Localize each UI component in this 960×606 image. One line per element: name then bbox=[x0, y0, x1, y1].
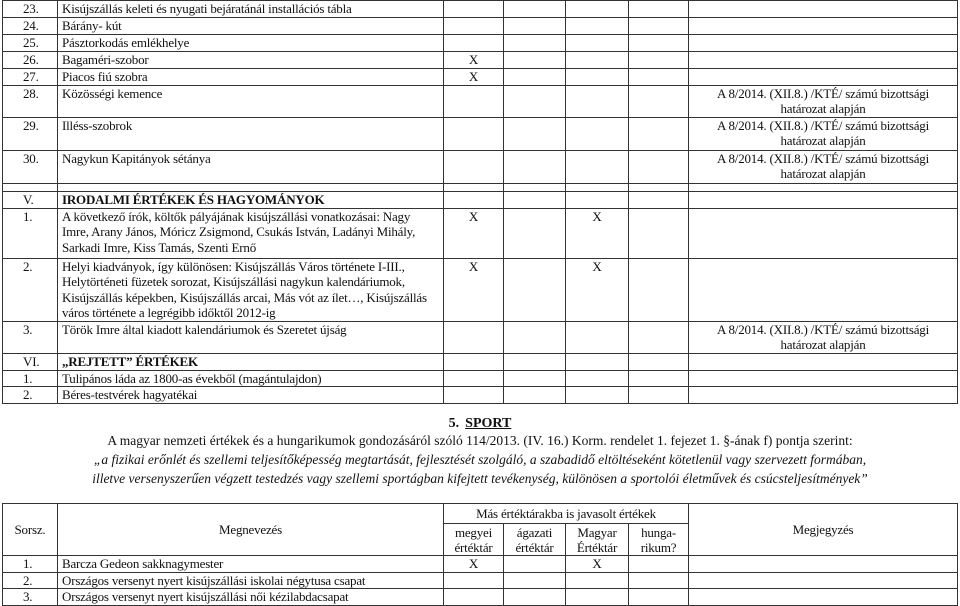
table-row bbox=[3, 191, 958, 208]
col-agazati bbox=[504, 1, 566, 18]
header-agazati: ágazati értéktár bbox=[504, 524, 566, 556]
col-agazati bbox=[504, 258, 566, 321]
col-megyei bbox=[444, 353, 504, 370]
row-number: 1. bbox=[3, 556, 58, 573]
row-number: 24. bbox=[3, 18, 58, 35]
row-note: A 8/2014. (XII.8.) /KTÉ/ számú bizottsági határozat alapján bbox=[689, 321, 958, 353]
col-megyei: X bbox=[444, 556, 504, 573]
col-megyei: X bbox=[444, 208, 504, 258]
col-megyei bbox=[444, 572, 504, 589]
row-note bbox=[689, 387, 958, 404]
row-name: Kisújszállás keleti és nyugati bejáratánál installációs tábla bbox=[58, 1, 444, 18]
col-megyei bbox=[444, 85, 504, 117]
row-note bbox=[689, 353, 958, 370]
row-note bbox=[689, 52, 958, 69]
col-agazati bbox=[504, 370, 566, 387]
row-number: 3. bbox=[3, 321, 58, 353]
col-hungarikum bbox=[629, 69, 689, 86]
col-agazati bbox=[504, 18, 566, 35]
col-hungarikum bbox=[629, 387, 689, 404]
row-note bbox=[689, 1, 958, 18]
col-megyei: X bbox=[444, 258, 504, 321]
row-number: 2. bbox=[3, 258, 58, 321]
col-megyei bbox=[444, 183, 504, 191]
row-name: Nagykun Kapitányok sétánya bbox=[58, 150, 444, 183]
row-note: A 8/2014. (XII.8.) /KTÉ/ számú bizottsági határozat alapján bbox=[689, 150, 958, 183]
col-hungarikum bbox=[629, 321, 689, 353]
col-hungarikum bbox=[629, 150, 689, 183]
col-megyei bbox=[444, 117, 504, 150]
row-note bbox=[689, 69, 958, 86]
row-name: Török Imre által kiadott kalendáriumok és Szeretet újság bbox=[58, 321, 444, 353]
col-hungarikum bbox=[629, 572, 689, 589]
col-magyar bbox=[566, 52, 629, 69]
col-magyar bbox=[566, 183, 629, 191]
row-number: VI. bbox=[3, 353, 58, 370]
row-note bbox=[689, 556, 958, 573]
row-name bbox=[58, 183, 444, 191]
col-magyar bbox=[566, 85, 629, 117]
col-hungarikum bbox=[629, 208, 689, 258]
row-number: V. bbox=[3, 191, 58, 208]
header-hungarikum: hunga-rikum? bbox=[629, 524, 689, 556]
row-note bbox=[689, 572, 958, 589]
col-agazati bbox=[504, 321, 566, 353]
col-magyar bbox=[566, 69, 629, 86]
row-note bbox=[689, 258, 958, 321]
table-row bbox=[3, 1, 958, 18]
sport-values-table bbox=[2, 503, 958, 606]
col-agazati bbox=[504, 150, 566, 183]
row-number: 28. bbox=[3, 85, 58, 117]
col-magyar bbox=[566, 117, 629, 150]
col-hungarikum bbox=[629, 370, 689, 387]
row-name: A következő írók, költők pályájának kisújszállási vonatkozásai: Nagy Imre, Arany János, Móricz Zsigmond, Csukás István, Ladányi Mihály, Sarkadi Imre, Kiss Tamás, Szenti Ernő bbox=[58, 208, 444, 258]
row-number: 30. bbox=[3, 150, 58, 183]
table-row bbox=[3, 370, 958, 387]
table-row bbox=[3, 183, 958, 191]
header-name: Megnevezés bbox=[58, 504, 444, 556]
table-row bbox=[3, 572, 958, 589]
table-row bbox=[3, 150, 958, 183]
table-row bbox=[3, 258, 958, 321]
row-number: 1. bbox=[3, 370, 58, 387]
table-row bbox=[3, 35, 958, 52]
row-number: 26. bbox=[3, 52, 58, 69]
col-agazati bbox=[504, 117, 566, 150]
header-sorsz: Sorsz. bbox=[3, 504, 58, 556]
row-note: A 8/2014. (XII.8.) /KTÉ/ számú bizottsági határozat alapján bbox=[689, 85, 958, 117]
col-megyei bbox=[444, 1, 504, 18]
col-agazati bbox=[504, 52, 566, 69]
row-name: Illéss-szobrok bbox=[58, 117, 444, 150]
row-name: Béres-testvérek hagyatékai bbox=[58, 387, 444, 404]
header-magyar: Magyar Értéktár bbox=[566, 524, 629, 556]
col-hungarikum bbox=[629, 18, 689, 35]
table-row bbox=[3, 18, 958, 35]
col-agazati bbox=[504, 387, 566, 404]
col-magyar: X bbox=[566, 556, 629, 573]
row-name: Tulipános láda az 1800-as évekből (magántulajdon) bbox=[58, 370, 444, 387]
table-row bbox=[3, 117, 958, 150]
col-megyei bbox=[444, 191, 504, 208]
table-row bbox=[3, 321, 958, 353]
col-hungarikum bbox=[629, 353, 689, 370]
col-hungarikum bbox=[629, 85, 689, 117]
col-magyar bbox=[566, 387, 629, 404]
col-magyar: X bbox=[566, 208, 629, 258]
row-name: IRODALMI ÉRTÉKEK ÉS HAGYOMÁNYOK bbox=[58, 191, 444, 208]
row-name: Helyi kiadványok, így különösen: Kisújszállás Város története I-III., Helytörténeti füzetek sorozat, Kisújszállási nagykun kalendáriumok, Kisújszállás képekben, Kisújszállás arcai, Más vót az ílet…, Kisújszállás város története a legrégibb időktől 2012-ig bbox=[58, 258, 444, 321]
col-hungarikum bbox=[629, 117, 689, 150]
row-name: Bagaméri-szobor bbox=[58, 52, 444, 69]
col-magyar bbox=[566, 35, 629, 52]
values-table-top bbox=[2, 0, 958, 404]
row-number: 29. bbox=[3, 117, 58, 150]
col-agazati bbox=[504, 353, 566, 370]
row-note bbox=[689, 208, 958, 258]
col-megyei bbox=[444, 321, 504, 353]
row-name: Piacos fiú szobra bbox=[58, 69, 444, 86]
col-hungarikum bbox=[629, 258, 689, 321]
col-hungarikum bbox=[629, 35, 689, 52]
col-hungarikum bbox=[629, 191, 689, 208]
col-magyar bbox=[566, 191, 629, 208]
col-hungarikum bbox=[629, 52, 689, 69]
row-note bbox=[689, 18, 958, 35]
col-megyei bbox=[444, 370, 504, 387]
col-agazati bbox=[504, 191, 566, 208]
row-note bbox=[689, 35, 958, 52]
table-row bbox=[3, 85, 958, 117]
section-name: SPORT bbox=[465, 416, 512, 431]
col-magyar bbox=[566, 370, 629, 387]
col-hungarikum bbox=[629, 556, 689, 573]
col-hungarikum bbox=[629, 1, 689, 18]
col-megyei bbox=[444, 18, 504, 35]
row-name: Barcza Gedeon sakknagymester bbox=[58, 556, 444, 573]
row-note: A 8/2014. (XII.8.) /KTÉ/ számú bizottsági határozat alapján bbox=[689, 117, 958, 150]
col-magyar bbox=[566, 321, 629, 353]
col-megyei bbox=[444, 35, 504, 52]
col-megyei: X bbox=[444, 52, 504, 69]
legal-reference: A magyar nemzeti értékek és a hungarikumok gondozásáról szóló 114/2013. (IV. 16.) Korm. rendelet 1. fejezet 1. §-ának f) pontja szerint: bbox=[107, 433, 853, 448]
header-megyei: megyei értéktár bbox=[444, 524, 504, 556]
row-name: Országos versenyt nyert kisújszállási női kézilabdacsapat bbox=[58, 589, 444, 606]
row-name: Pásztorkodás emlékhelye bbox=[58, 35, 444, 52]
row-number: 2. bbox=[3, 572, 58, 589]
section-number: 5. bbox=[448, 416, 460, 431]
table-row bbox=[3, 556, 958, 573]
table-row bbox=[3, 52, 958, 69]
col-megyei: X bbox=[444, 69, 504, 86]
table-row bbox=[3, 69, 958, 86]
col-agazati bbox=[504, 69, 566, 86]
row-number: 25. bbox=[3, 35, 58, 52]
row-note bbox=[689, 183, 958, 191]
table-row bbox=[3, 208, 958, 258]
row-name: „REJTETT” ÉRTÉKEK bbox=[58, 353, 444, 370]
col-agazati bbox=[504, 183, 566, 191]
col-megyei bbox=[444, 150, 504, 183]
table-row bbox=[3, 353, 958, 370]
row-number: 23. bbox=[3, 1, 58, 18]
col-magyar bbox=[566, 1, 629, 18]
row-number: 27. bbox=[3, 69, 58, 86]
col-agazati bbox=[504, 35, 566, 52]
row-number: 1. bbox=[3, 208, 58, 258]
row-name: Közösségi kemence bbox=[58, 85, 444, 117]
definition-quote-line-1: „a fizikai erőnlét és szellemi teljesítőképesség megtartását, fejlesztését szolgáló, a szabadidő eltöltéseként kötetlenül vagy szervezett formában, bbox=[93, 452, 867, 467]
col-magyar: X bbox=[566, 258, 629, 321]
col-agazati bbox=[504, 556, 566, 573]
header-note: Megjegyzés bbox=[689, 504, 958, 556]
col-magyar bbox=[566, 150, 629, 183]
col-hungarikum bbox=[629, 183, 689, 191]
header-group: Más értéktárakba is javasolt értékek bbox=[444, 504, 689, 524]
table-row bbox=[3, 387, 958, 404]
col-magyar bbox=[566, 572, 629, 589]
col-agazati bbox=[504, 85, 566, 117]
col-agazati bbox=[504, 572, 566, 589]
col-magyar bbox=[566, 18, 629, 35]
col-megyei bbox=[444, 387, 504, 404]
row-number: 3. bbox=[3, 589, 58, 606]
section-title bbox=[0, 416, 960, 432]
definition-quote-line-2: illetve versenyszerűen végzett testedzés vagy szellemi sportágban kifejtett tevékenység, különösen a sportolói életművek és csúcsteljesítmények” bbox=[92, 471, 868, 486]
col-agazati bbox=[504, 208, 566, 258]
row-note bbox=[689, 191, 958, 208]
row-name: Országos versenyt nyert kisújszállási iskolai négytusa csapat bbox=[58, 572, 444, 589]
row-name: Bárány- kút bbox=[58, 18, 444, 35]
row-note bbox=[689, 370, 958, 387]
row-number bbox=[3, 183, 58, 191]
row-number: 2. bbox=[3, 387, 58, 404]
col-magyar bbox=[566, 353, 629, 370]
